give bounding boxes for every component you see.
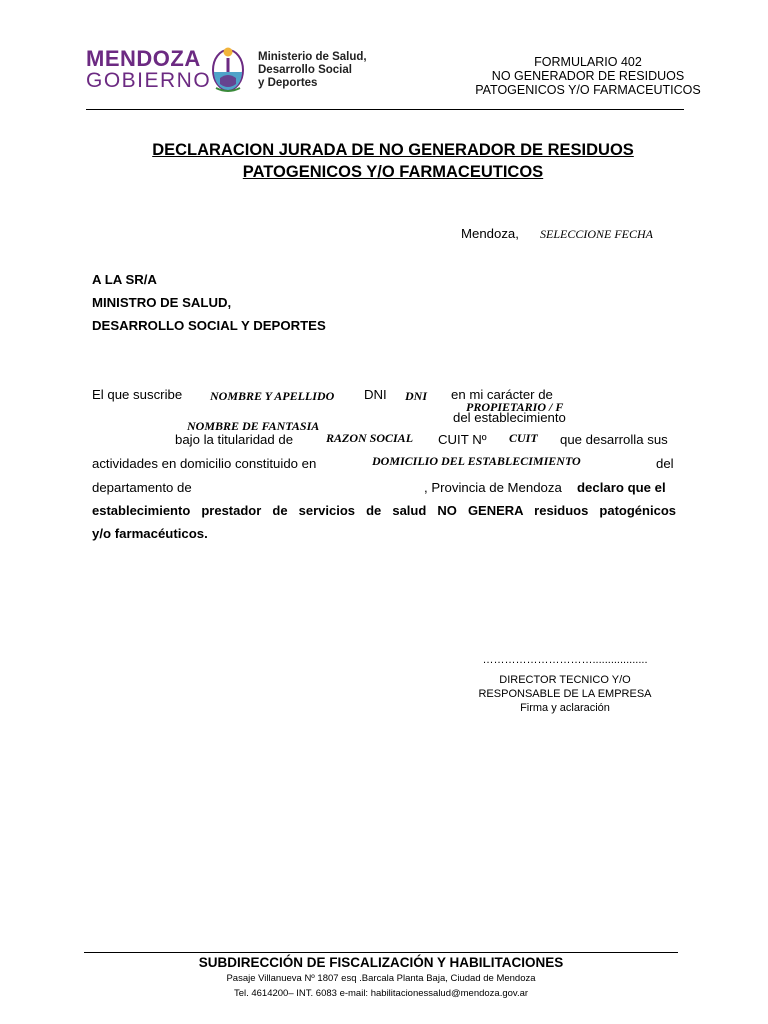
logo-mendoza: MENDOZA [86,46,201,71]
del-label: del [656,456,674,471]
cuit-label: CUIT Nº [438,432,487,447]
signature-caption-line: DIRECTOR TECNICO Y/O [499,674,631,686]
argentina-crest-icon [210,44,246,94]
departamento-field[interactable] [208,478,420,494]
bajo-titularidad-label: bajo la titularidad de [175,432,294,447]
cuit-field[interactable]: CUIT [509,431,538,445]
ministry-line: Desarrollo Social [258,64,352,76]
caracter-label: en mi carácter de [451,387,553,402]
signature-caption-line: Firma y aclaración [520,702,610,714]
footer-address: Pasaje Villanueva Nº 1807 esq .Barcala Planta Baja, Ciudad de Mendoza [226,973,536,984]
razon-social-field[interactable]: RAZON SOCIAL [326,431,414,445]
recipient-line: DESARROLLO SOCIAL Y DEPORTES [92,318,326,333]
caracter-field[interactable]: PROPIETARIO / F [466,400,564,414]
provincia-label: , Provincia de Mendoza [424,480,562,495]
nombre-apellido-field[interactable]: NOMBRE Y APELLIDO [210,389,335,403]
declaration-line-end: y/o farmacéuticos. [92,526,208,541]
actividades-label: actividades en domicilio constituido en [92,456,317,471]
form-code-line: PATOGENICOS Y/O FARMACEUTICOS [475,83,701,97]
form-code [470,55,706,97]
footer-title: SUBDIRECCIÓN DE FISCALIZACIÓN Y HABILITACIONES [198,955,564,970]
signature-caption [456,673,674,715]
header-divider [86,109,684,110]
desarrolla-label: que desarrolla sus [560,432,668,447]
domicilio-field[interactable]: DOMICILIO DEL ESTABLECIMIENTO [372,454,581,468]
document-title [90,139,696,183]
form-code-line: FORMULARIO 402 [534,55,642,69]
declaration-line: establecimiento prestador de servicios de salud NO GENERA residuos patogénicos [92,503,676,518]
dni-field[interactable]: DNI [405,389,428,403]
logo-gobierno: GOBIERNO [86,69,212,92]
date-city: Mendoza, [461,226,519,241]
ministry-name [258,51,367,90]
del-establecimiento-label: del establecimiento [453,410,566,425]
recipient-line: A LA SR/A [92,272,157,287]
signature-line: ………………………….................. [482,654,648,666]
declaro-label: declaro que el [577,480,666,495]
ministry-line: y Deportes [258,77,318,89]
title-line1: DECLARACION JURADA DE NO GENERADOR DE RESIDUOS [152,141,634,159]
ministry-line: Ministerio de Salud, [258,51,367,63]
el-que-suscribe-label: El que suscribe [92,387,183,402]
footer-divider [84,952,678,953]
dni-label: DNI [364,387,387,402]
nombre-fantasia-field[interactable]: NOMBRE DE FANTASIA [187,419,320,433]
date-field[interactable]: SELECCIONE FECHA [540,227,653,241]
signature-caption-line: RESPONSABLE DE LA EMPRESA [478,688,652,700]
footer-contact: Tel. 4614200– INT. 6083 e-mail: habilitacionessalud@mendoza.gov.ar [233,988,529,999]
title-line2: PATOGENICOS Y/O FARMACEUTICOS [242,163,544,181]
form-code-line: NO GENERADOR DE RESIDUOS [491,69,685,83]
recipient-line: MINISTRO DE SALUD, [92,295,232,310]
departamento-label: departamento de [92,480,192,495]
